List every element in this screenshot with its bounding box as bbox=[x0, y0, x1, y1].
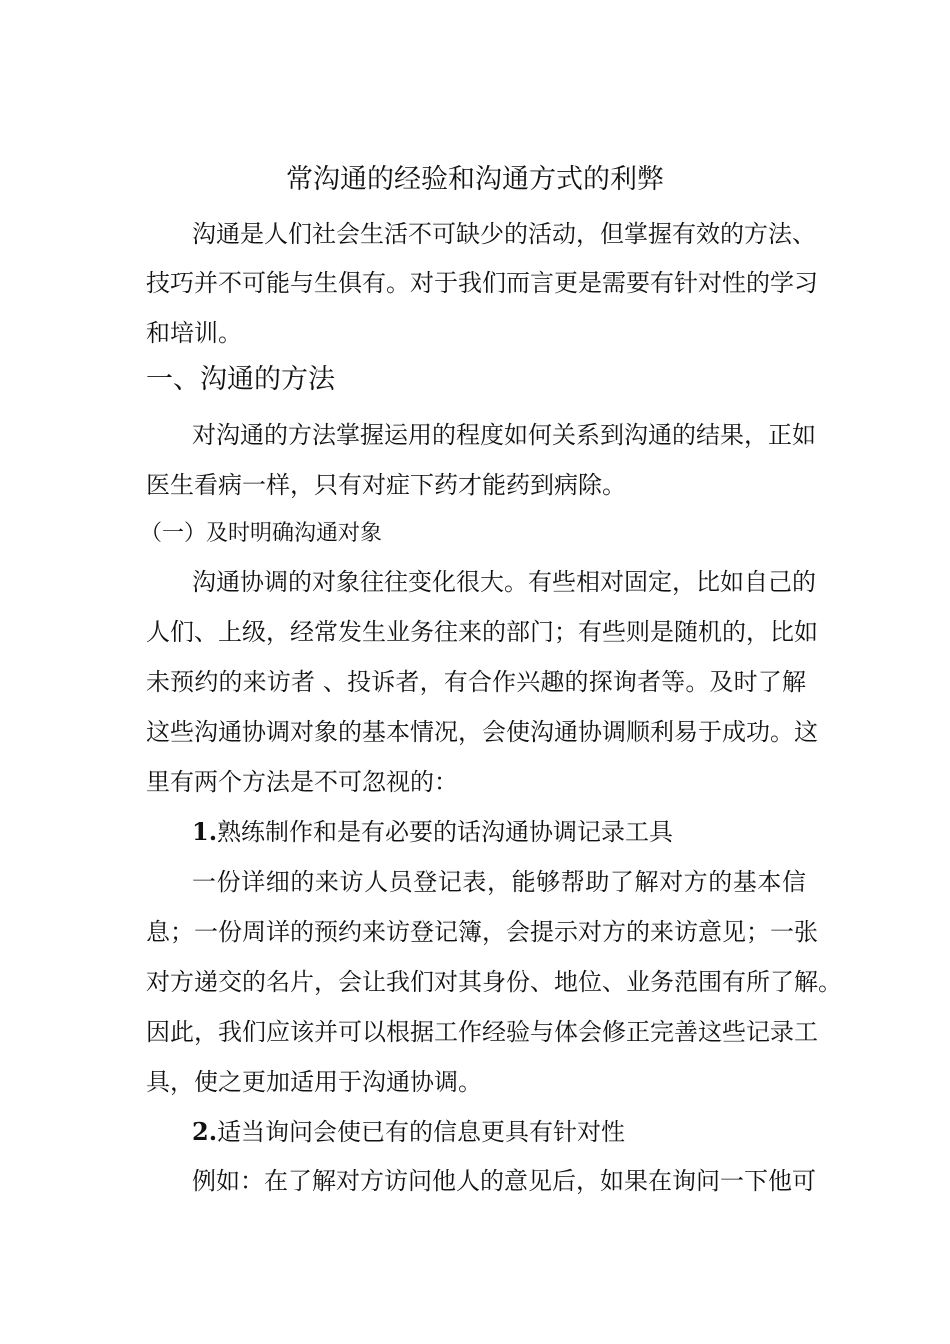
intro-line-2: 技巧并不可能与生俱有。对于我们而言更是需要有针对性的学习 bbox=[146, 269, 818, 297]
section1-para-line-2: 医生看病一样，只有对症下药才能药到病除。 bbox=[146, 471, 626, 499]
item-heading-1 bbox=[192, 816, 806, 848]
sub1-para-line-3: 未预约的来访者 、投诉者，有合作兴趣的探询者等。及时了解 bbox=[146, 668, 806, 696]
sub1-para-line-5: 里有两个方法是不可忽视的： bbox=[146, 768, 458, 796]
document-title: 常沟通的经验和沟通方式的利弊 bbox=[286, 164, 664, 195]
item2-para-line-1: 例如：在了解对方访问他人的意见后，如果在询问一下他可 bbox=[192, 1167, 816, 1195]
sub1-para-line-4: 这些沟通协调对象的基本情况，会使沟通协调顺利易于成功。这 bbox=[146, 718, 818, 746]
item-heading-text: 熟练制作和是有必要的话沟通协调记录工具 bbox=[217, 818, 674, 846]
item1-para-line-1: 一份详细的来访人员登记表，能够帮助了解对方的基本信 bbox=[192, 868, 806, 896]
item-number: 2. bbox=[192, 1117, 218, 1146]
intro-line-1: 沟通是人们社会生活不可缺少的活动，但掌握有效的方法、 bbox=[192, 220, 816, 248]
item1-para-line-2: 息；一份周详的预约来访登记簿，会提示对方的来访意见；一张 bbox=[146, 918, 818, 946]
item1-para-line-5: 具，使之更加适用于沟通协调。 bbox=[146, 1068, 482, 1096]
section-heading-1: 一、沟通的方法 bbox=[146, 364, 335, 395]
item-heading-text: 适当询问会使已有的信息更具有针对性 bbox=[217, 1118, 626, 1146]
item-heading-2 bbox=[192, 1116, 806, 1148]
section1-para-line-1: 对沟通的方法掌握运用的程度如何关系到沟通的结果，正如 bbox=[192, 421, 816, 449]
sub1-para-line-1: 沟通协调的对象往往变化很大。有些相对固定，比如自己的 bbox=[192, 568, 816, 596]
item1-para-line-3: 对方递交的名片，会让我们对其身份、地位、业务范围有所了解。 bbox=[146, 968, 842, 996]
item1-para-line-4: 因此，我们应该并可以根据工作经验与体会修正完善这些记录工 bbox=[146, 1018, 818, 1046]
sub1-para-line-2: 人们、上级，经常发生业务往来的部门；有些则是随机的，比如 bbox=[146, 618, 818, 646]
intro-line-3: 和培训。 bbox=[146, 319, 242, 347]
subsection-heading-1: （一）及时明确沟通对象 bbox=[140, 521, 383, 546]
item-number: 1. bbox=[192, 817, 218, 846]
